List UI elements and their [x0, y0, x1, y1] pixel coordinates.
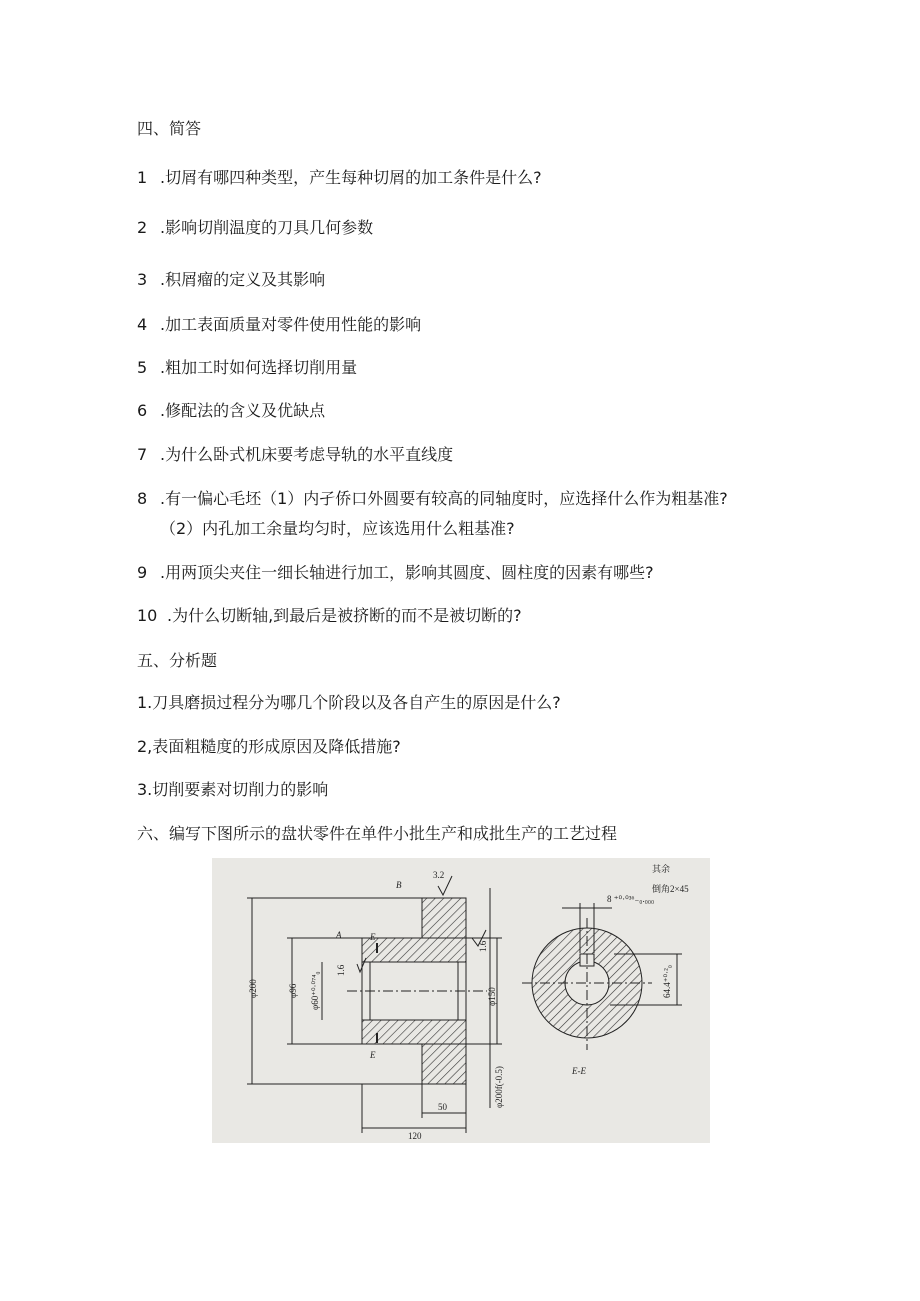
question-number: 5: [137, 358, 148, 377]
question-8-continuation: （2）内孔加工余量均匀时，应该选用什么粗基准?: [160, 519, 515, 538]
question-10: [137, 605, 522, 627]
rim-top-section: [422, 898, 466, 938]
question-4: [137, 314, 421, 336]
question-number: 7: [137, 445, 148, 464]
question-text: .修配法的含义及优缺点: [160, 401, 326, 420]
section6-title: 六、编写下图所示的盘状零件在单件小批生产和成批生产的工艺过程: [137, 824, 618, 843]
analysis-question-3: 3.切削要素对切削力的影响: [137, 780, 329, 799]
question-text: .加工表面质量对零件使用性能的影响: [160, 315, 422, 334]
question-number: 4: [137, 315, 148, 334]
dim-length120: 120: [408, 1131, 422, 1141]
question-number: 9: [137, 563, 148, 582]
roughness-16: 1.6: [478, 940, 488, 952]
question-2: [137, 217, 373, 239]
question-number: 8: [137, 489, 148, 508]
roughness-16-bore: 1.6: [336, 964, 346, 976]
dim-dia200: φ200: [248, 979, 258, 998]
dim-dia96: φ96: [288, 983, 298, 998]
label-e-bottom: E: [370, 1050, 376, 1060]
analysis-question-2: 2,表面粗糙度的形成原因及降低措施?: [137, 737, 401, 756]
disc-part-drawing: [212, 858, 710, 1143]
section-label: E-E: [572, 1066, 586, 1076]
note-rest: 其余: [652, 864, 671, 874]
question-text: .积屑瘤的定义及其影响: [160, 270, 326, 289]
question-number: 6: [137, 401, 148, 420]
dim-width50: 50: [438, 1102, 447, 1112]
dim-keyway: 8 ⁺⁰·⁰³⁶₋₀.₀₀₀: [607, 894, 655, 904]
question-1: [137, 167, 542, 189]
dim-bore: φ60⁺⁰·⁰⁷⁴₀: [310, 971, 320, 1010]
question-8: [137, 488, 728, 510]
label-b: B: [396, 880, 402, 890]
note-chamfer: 倒角2×45: [652, 884, 689, 894]
question-7: [137, 444, 453, 466]
question-number: 2: [137, 218, 148, 237]
dim-depth: 64.4⁺⁰·²₀: [662, 965, 672, 998]
question-5: [137, 357, 357, 379]
question-text: .用两顶尖夹住一细长轴进行加工，影响其圆度、圆柱度的因素有哪些?: [160, 563, 654, 582]
question-9: [137, 562, 654, 584]
dim-dia150: φ150: [487, 987, 497, 1006]
label-e-top: E: [370, 932, 376, 942]
question-text: .为什么卧式机床要考虑导轨的水平直线度: [160, 445, 454, 464]
question-3: [137, 269, 325, 291]
section4-title: 四、简答: [137, 119, 202, 138]
analysis-question-1: 1.刀具磨损过程分为哪几个阶段以及各自产生的原因是什么?: [137, 693, 561, 712]
question-text: .影响切削温度的刀具几何参数: [160, 218, 374, 237]
question-number: 1: [137, 168, 148, 187]
section5-title: 五、分析题: [137, 651, 218, 670]
question-text: .为什么切断轴,到最后是被挤断的而不是被切断的?: [167, 606, 522, 625]
question-text: .有一偏心毛坯（1）内孑侨口外圆要有较高的同轴度时，应选择什么作为粗基准?: [160, 489, 728, 508]
question-text: .切屑有哪四种类型，产生每种切屑的加工条件是什么?: [160, 168, 542, 187]
question-text: .粗加工时如何选择切削用量: [160, 358, 358, 377]
rim-bottom-section: [422, 1044, 466, 1084]
roughness-32: 3.2: [433, 870, 445, 880]
label-a: A: [336, 930, 342, 940]
question-6: [137, 400, 325, 422]
question-number: 10: [137, 606, 158, 625]
dim-dia200-tol: φ200f(-0.5): [494, 1066, 504, 1108]
question-number: 3: [137, 270, 148, 289]
